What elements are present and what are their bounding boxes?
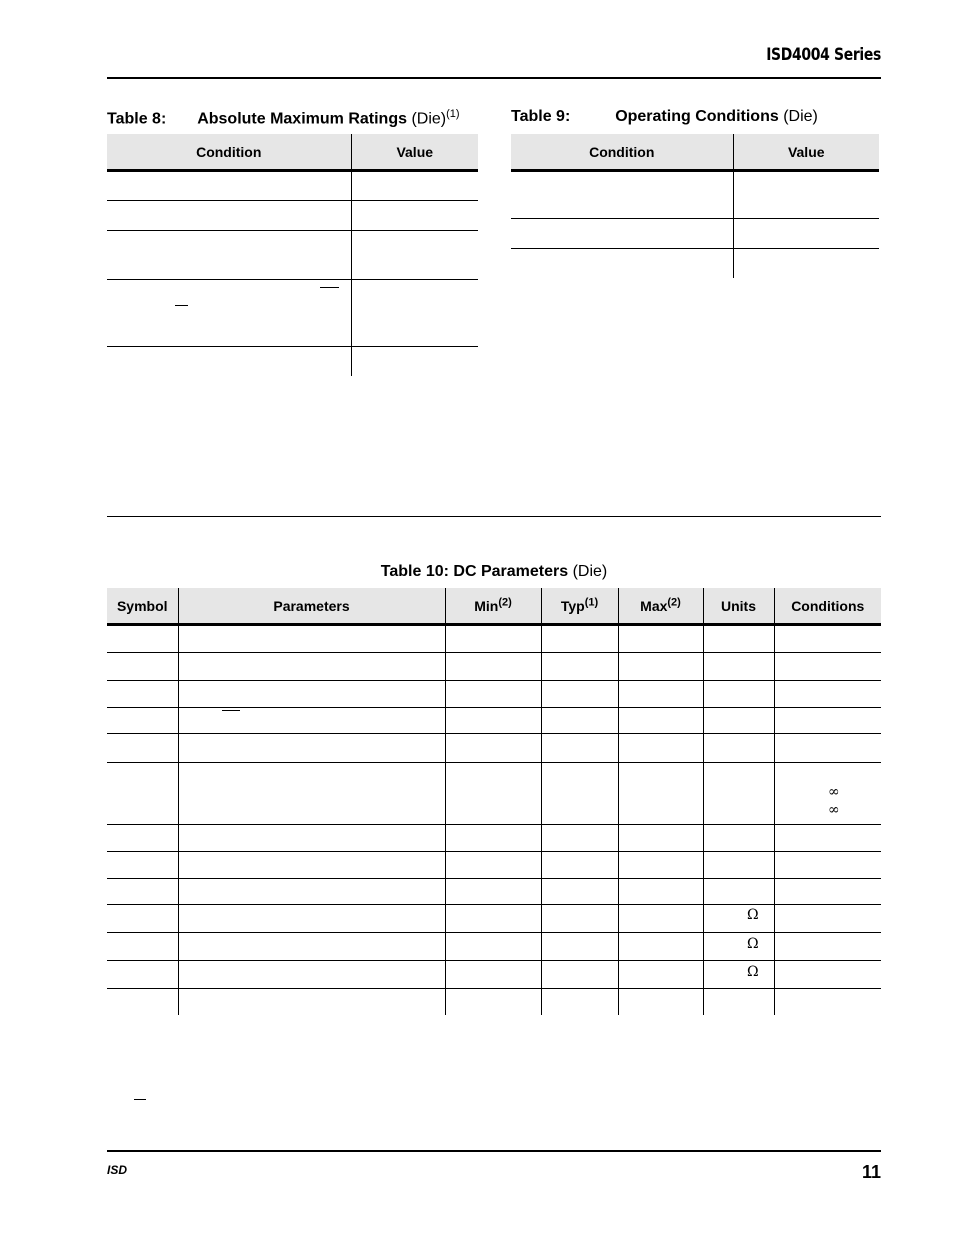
table8-title: Absolute Maximum Ratings [197, 110, 407, 128]
table-row [107, 625, 881, 653]
table8-label: Table 8: [107, 110, 167, 128]
table-row [107, 852, 881, 879]
footer-company: ISD [107, 1163, 128, 1177]
table9-qualifier: (Die) [783, 108, 818, 125]
table9-caption [511, 108, 818, 126]
overline-mark [134, 1099, 146, 1100]
table-row [107, 933, 881, 961]
table9-col-condition: Condition [511, 134, 733, 171]
table8-col-value: Value [351, 134, 478, 171]
table10-col-parameters: Parameters [178, 588, 445, 625]
table10-col-min [445, 588, 541, 625]
table-row [107, 653, 881, 681]
table8-note: (1) [446, 108, 460, 120]
series-title: ISD4004 Series [766, 45, 881, 65]
table-row [511, 171, 879, 219]
table-row [107, 879, 881, 905]
table10-col-conditions: Conditions [774, 588, 881, 625]
max-label: Max [640, 597, 668, 614]
table9-col-value: Value [733, 134, 879, 171]
ohm-symbol: Ω [747, 907, 759, 923]
table-row [107, 825, 881, 852]
overline-mark [175, 305, 188, 306]
typ-label: Typ [560, 597, 585, 614]
table10-qualifier: (Die) [572, 563, 608, 580]
table9 [511, 134, 879, 278]
table-row [107, 280, 478, 347]
table-row [107, 734, 881, 763]
infinity-symbol: ∞ [828, 802, 840, 818]
infinity-symbol: ∞ [828, 784, 840, 800]
table10-title: Table 10: DC Parameters [380, 563, 569, 580]
min-note: (2) [498, 595, 512, 608]
min-label: Min [474, 597, 499, 614]
table8 [107, 134, 478, 376]
table-row [107, 961, 881, 989]
overline-mark [320, 287, 339, 288]
overline-mark [222, 710, 240, 711]
table10-col-max [618, 588, 703, 625]
table8-col-condition: Condition [107, 134, 351, 171]
table-row [107, 171, 478, 201]
section-divider [107, 516, 881, 517]
table-row [107, 347, 478, 376]
table-row [107, 708, 881, 734]
table8-header-row [107, 134, 478, 171]
footer-rule [107, 1150, 881, 1152]
page-number: 11 [861, 1162, 881, 1182]
table-row [107, 681, 881, 708]
ohm-symbol: Ω [747, 964, 759, 980]
max-note: (2) [667, 595, 681, 608]
table-row [107, 905, 881, 933]
table-row [107, 231, 478, 280]
table9-title: Operating Conditions [615, 108, 779, 125]
header-rule [107, 77, 881, 79]
table-row [107, 763, 881, 825]
table9-label: Table 9: [511, 108, 571, 125]
table-row [511, 249, 879, 278]
table10-col-symbol: Symbol [107, 588, 178, 625]
ohm-symbol: Ω [747, 936, 759, 952]
table10-caption [0, 563, 954, 581]
table9-header-row [511, 134, 879, 171]
table10-header-row [107, 588, 881, 625]
table-row [107, 989, 881, 1015]
table10 [107, 588, 881, 1015]
typ-note: (1) [584, 595, 599, 608]
table8-caption [107, 108, 460, 128]
table-row [511, 219, 879, 249]
table10-col-units: Units [703, 588, 774, 625]
table-row [107, 201, 478, 231]
table10-col-typ [541, 588, 618, 625]
table8-qualifier: (Die) [411, 110, 447, 128]
